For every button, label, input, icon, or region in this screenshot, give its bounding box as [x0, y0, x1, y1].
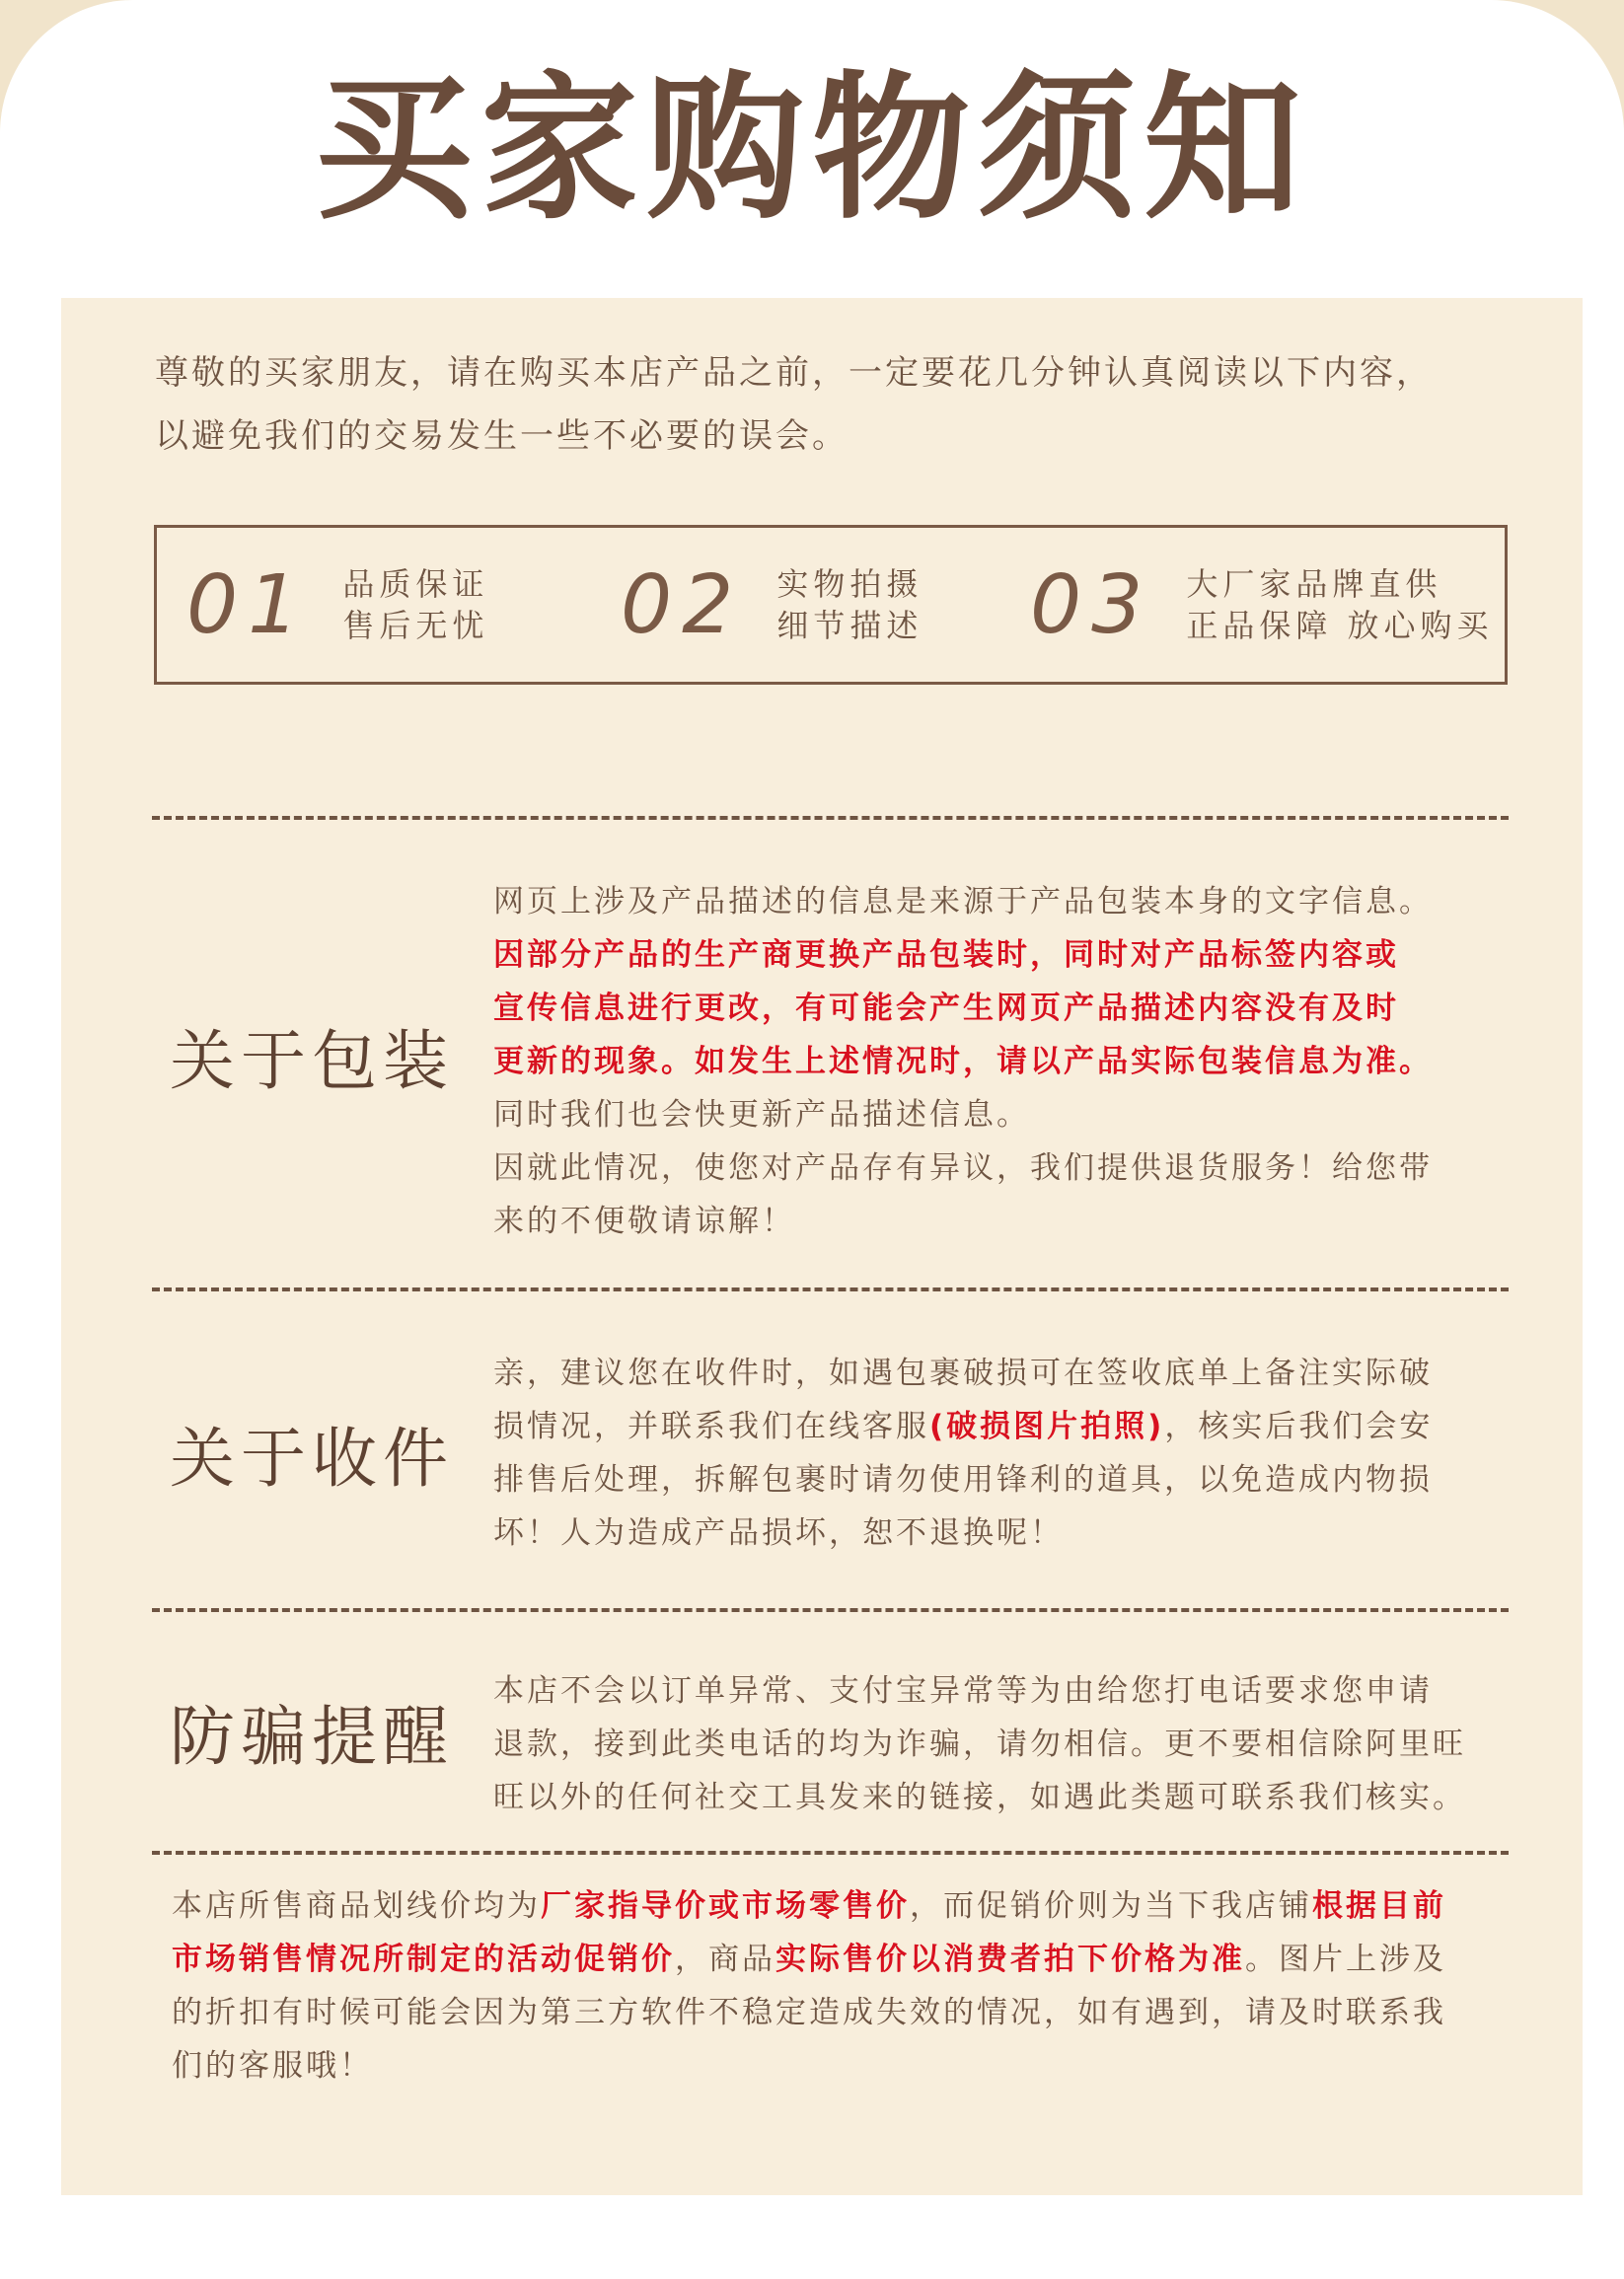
intro-line: 以避免我们的交易发生一些不必要的误会。 — [155, 416, 849, 456]
body-text: 。图片上涉及 — [1245, 1942, 1446, 1977]
body-line: 因就此情况，使您对产品存有异议，我们提供退货服务！给您带 — [493, 1150, 1433, 1186]
feature-number: 03 — [1030, 557, 1153, 652]
feature-number: 02 — [621, 557, 744, 652]
notice-panel — [61, 298, 1583, 2195]
feature-02 — [621, 528, 923, 682]
section-body — [493, 875, 1519, 1248]
intro-line: 尊敬的买家朋友，请在购买本店产品之前，一定要花几分钟认真阅读以下内容， — [155, 353, 1433, 393]
body-line: 的折扣有时候可能会因为第三方软件不稳定造成失效的情况，如有遇到，请及时联系我 — [172, 1995, 1446, 2030]
section-body — [493, 1347, 1519, 1560]
body-text-highlight: 根据目前 — [1312, 1888, 1446, 1924]
section-heading: 关于收件 — [170, 1421, 454, 1497]
body-line-highlight: 更新的现象。如发生上述情况时，请以产品实际包装信息为准。 — [493, 1044, 1433, 1079]
body-line: 旺以外的任何社交工具发来的链接，如遇此类题可联系我们核实。 — [493, 1780, 1466, 1815]
section-body — [493, 1664, 1519, 1824]
body-text-highlight: 市场销售情况所制定的活动促销价 — [172, 1942, 675, 1977]
body-text: 损情况，并联系我们在线客服 — [493, 1409, 929, 1444]
feature-label: 品质保证 — [342, 565, 489, 603]
body-line: 们的客服哦！ — [172, 2048, 373, 2084]
body-text: 本店所售商品划线价均为 — [172, 1888, 541, 1924]
body-line: 网页上涉及产品描述的信息是来源于产品包装本身的文字信息。 — [493, 884, 1433, 919]
page-title: 买家购物须知 — [314, 55, 1309, 241]
intro-text — [155, 341, 1516, 468]
dashed-divider — [152, 1851, 1509, 1855]
feature-label: 正品保障 放心购买 — [1186, 607, 1494, 644]
body-line-highlight: 因部分产品的生产商更换产品包装时，同时对产品标签内容或 — [493, 937, 1399, 973]
features-box — [154, 525, 1508, 685]
body-line: 本店不会以订单异常、支付宝异常等为由给您打电话要求您申请 — [493, 1673, 1433, 1709]
feature-label: 大厂家品牌直供 — [1186, 565, 1442, 603]
pricing-notice — [172, 1879, 1513, 2093]
body-text: ，核实后我们会安 — [1164, 1409, 1434, 1444]
body-line — [172, 1933, 1513, 1986]
feature-label: 售后无忧 — [342, 607, 489, 644]
body-text: ，商品 — [675, 1942, 775, 1977]
feature-number: 01 — [186, 557, 310, 652]
body-text-highlight: 实际售价以消费者拍下价格为准 — [775, 1942, 1245, 1977]
body-line: 退款，接到此类电话的均为诈骗，请勿相信。更不要相信除阿里旺 — [493, 1727, 1466, 1762]
body-text-highlight: (破损图片拍照) — [929, 1409, 1165, 1444]
body-line-highlight: 宣传信息进行更改，有可能会产生网页产品描述内容没有及时 — [493, 991, 1399, 1026]
body-text: ，而促销价则为当下我店铺 — [910, 1888, 1312, 1924]
feature-label: 细节描述 — [776, 607, 923, 644]
dashed-divider — [152, 1287, 1509, 1291]
body-line — [493, 1400, 1519, 1453]
body-line: 坏！人为造成产品损坏，恕不退换呢！ — [493, 1515, 1064, 1551]
body-line: 同时我们也会快更新产品描述信息。 — [493, 1097, 1030, 1133]
section-heading: 关于包装 — [170, 1023, 454, 1099]
dashed-divider — [152, 1608, 1509, 1612]
body-text-highlight: 厂家指导价或市场零售价 — [541, 1888, 910, 1924]
body-line — [172, 1879, 1513, 1933]
body-line: 来的不便敬请谅解！ — [493, 1204, 795, 1239]
feature-03 — [1030, 528, 1494, 682]
feature-01 — [186, 528, 488, 682]
body-line: 亲，建议您在收件时，如遇包裹破损可在签收底单上备注实际破 — [493, 1356, 1433, 1391]
section-heading: 防骗提醒 — [170, 1699, 454, 1775]
body-line: 排售后处理，拆解包裹时请勿使用锋利的道具，以免造成内物损 — [493, 1462, 1433, 1498]
dashed-divider — [152, 816, 1509, 820]
feature-label: 实物拍摄 — [776, 565, 923, 603]
